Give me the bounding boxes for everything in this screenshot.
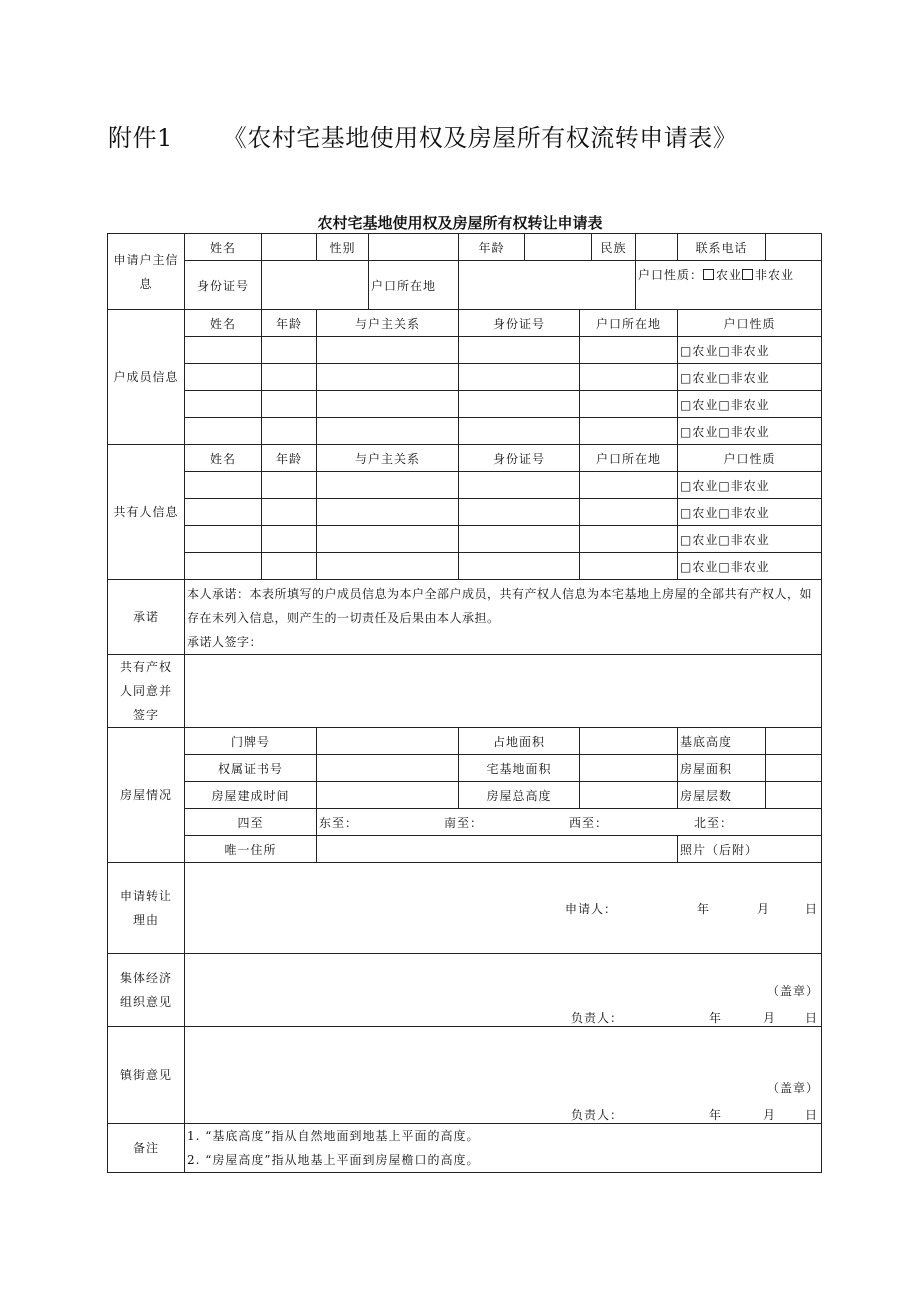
member-relation[interactable]: [317, 418, 459, 445]
agri-checkbox[interactable]: [703, 269, 714, 280]
build-time-label: 房屋建成时间: [185, 782, 317, 809]
commitment-section-label: 承诺: [108, 580, 185, 655]
remark-item: 1. “基底高度”指从自然地面到地基上平面的高度。: [187, 1129, 480, 1143]
member-name[interactable]: [185, 337, 262, 364]
form-title: 农村宅基地使用权及房屋所有权转让申请表: [317, 214, 603, 232]
coowner-nature[interactable]: □农业□非农业: [678, 526, 822, 553]
collective-day: 日: [805, 1011, 819, 1025]
member-row: [108, 337, 822, 364]
collective-seal: （盖章）: [767, 984, 820, 998]
cert-no-label: 权属证书号: [185, 755, 317, 782]
homestead-area-field[interactable]: [580, 755, 678, 782]
coowner-name[interactable]: [185, 526, 262, 553]
reason-day: 日: [805, 901, 819, 916]
cert-no-field[interactable]: [317, 755, 459, 782]
members-header-relation: 与户主关系: [317, 310, 459, 337]
member-name[interactable]: [185, 391, 262, 418]
coowner-row: [108, 499, 822, 526]
house-section-label: 房屋情况: [108, 728, 185, 863]
commitment-row: [108, 580, 822, 655]
gender-label: 性别: [317, 234, 369, 261]
age-label: 年龄: [459, 234, 525, 261]
north-label: 北至：: [694, 815, 734, 830]
members-header-age: 年龄: [262, 310, 317, 337]
coowners-header-relation: 与户主关系: [317, 445, 459, 472]
collective-responsible-label: 负责人：: [571, 1011, 624, 1025]
reason-month: 月: [757, 901, 771, 916]
coowner-name[interactable]: [185, 499, 262, 526]
applicant-row-2: [108, 261, 822, 310]
base-height-field[interactable]: [766, 728, 822, 755]
member-name[interactable]: [185, 418, 262, 445]
coowner-hukou[interactable]: [580, 472, 678, 499]
member-hukou[interactable]: [580, 364, 678, 391]
coowners-header-age: 年龄: [262, 445, 317, 472]
coowner-relation[interactable]: [317, 472, 459, 499]
coowners-section-label: 共有人信息: [108, 445, 185, 580]
coowners-header-name: 姓名: [185, 445, 262, 472]
town-year: 年: [709, 1108, 723, 1122]
reason-row: [108, 863, 822, 954]
member-relation[interactable]: [317, 364, 459, 391]
west-label: 西至：: [569, 815, 609, 830]
town-day: 日: [805, 1108, 819, 1122]
coowner-id[interactable]: [459, 553, 580, 580]
commitment-text: 本人承诺：本表所填写的户成员信息为本户全部户成员，共有产权人信息为本宅基地上房屋的全部共有产权人，如存在未列入信息，则产生的一切责任及后果由本人承担。: [187, 587, 813, 625]
coowners-header-row: [108, 445, 822, 472]
floors-field[interactable]: [766, 782, 822, 809]
door-no-field[interactable]: [317, 728, 459, 755]
coowner-id[interactable]: [459, 499, 580, 526]
town-month: 月: [763, 1108, 777, 1122]
commitment-signer: 承诺人签字：: [187, 635, 263, 649]
build-time-field[interactable]: [317, 782, 459, 809]
house-area-label: 房屋面积: [678, 755, 766, 782]
consent-signature-area[interactable]: [185, 655, 822, 728]
town-row: [108, 1027, 822, 1124]
member-id[interactable]: [459, 418, 580, 445]
coowner-nature[interactable]: □农业□非农业: [678, 472, 822, 499]
members-section-label: 户成员信息: [108, 310, 185, 445]
coowner-hukou[interactable]: [580, 526, 678, 553]
member-row: [108, 418, 822, 445]
member-hukou[interactable]: [580, 391, 678, 418]
coowner-age[interactable]: [262, 499, 317, 526]
house-area-field[interactable]: [766, 755, 822, 782]
remarks-section-label: 备注: [108, 1124, 185, 1173]
floors-label: 房屋层数: [678, 782, 766, 809]
member-id[interactable]: [459, 391, 580, 418]
applicant-row-1: [108, 234, 822, 261]
house-row-3: [108, 782, 822, 809]
consent-row: [108, 655, 822, 728]
attachment-name: 《农村宅基地使用权及房屋所有权流转申请表》: [222, 124, 738, 152]
member-id[interactable]: [459, 337, 580, 364]
town-responsible-label: 负责人：: [571, 1108, 624, 1122]
total-height-label: 房屋总高度: [459, 782, 580, 809]
member-relation[interactable]: [317, 337, 459, 364]
member-nature[interactable]: □农业□非农业: [678, 391, 822, 418]
coowner-id[interactable]: [459, 472, 580, 499]
reason-cell[interactable]: [185, 863, 822, 954]
ethnicity-field[interactable]: [636, 234, 678, 261]
coowner-id[interactable]: [459, 526, 580, 553]
member-id[interactable]: [459, 364, 580, 391]
base-height-label: 基底高度: [678, 728, 766, 755]
photo-label: 照片（后附）: [678, 836, 822, 863]
boundaries-cell: [317, 809, 822, 836]
age-field[interactable]: [525, 234, 592, 261]
coowner-hukou[interactable]: [580, 553, 678, 580]
name-field[interactable]: [262, 234, 317, 261]
only-home-label: 唯一住所: [185, 836, 317, 863]
south-label: 南至：: [444, 815, 484, 830]
application-form: [107, 233, 822, 1173]
coowner-age[interactable]: [262, 472, 317, 499]
member-age[interactable]: [262, 337, 317, 364]
member-name[interactable]: [185, 364, 262, 391]
house-row-1: [108, 728, 822, 755]
members-header-id: 身份证号: [459, 310, 580, 337]
agri-option: 农业: [716, 268, 743, 282]
coowners-header-hukou: 户口所在地: [580, 445, 678, 472]
id-label: 身份证号: [185, 261, 262, 310]
town-cell[interactable]: [185, 1027, 822, 1124]
coowner-age[interactable]: [262, 526, 317, 553]
coowner-row: [108, 526, 822, 553]
east-label: 东至：: [319, 815, 359, 830]
reason-section-label: 申请转让理由: [108, 863, 185, 954]
phone-field[interactable]: [766, 234, 822, 261]
members-header-row: [108, 310, 822, 337]
house-row-2: [108, 755, 822, 782]
commitment-cell: [185, 580, 822, 655]
member-age[interactable]: [262, 391, 317, 418]
hukou-field[interactable]: [459, 261, 636, 310]
remarks-row: [108, 1124, 822, 1173]
members-header-name: 姓名: [185, 310, 262, 337]
hukou-label: 户口所在地: [369, 261, 459, 310]
members-header-nature: 户口性质: [678, 310, 822, 337]
coowner-name[interactable]: [185, 472, 262, 499]
gender-field[interactable]: [369, 234, 459, 261]
house-row-5: [108, 836, 822, 863]
coowner-nature[interactable]: □农业□非农业: [678, 553, 822, 580]
coowner-relation[interactable]: [317, 553, 459, 580]
member-relation[interactable]: [317, 391, 459, 418]
land-area-label: 占地面积: [459, 728, 580, 755]
collective-year: 年: [709, 1011, 723, 1025]
town-section-label: 镇街意见: [108, 1027, 185, 1124]
homestead-area-label: 宅基地面积: [459, 755, 580, 782]
collective-row: [108, 954, 822, 1027]
ethnicity-label: 民族: [592, 234, 636, 261]
member-age[interactable]: [262, 418, 317, 445]
door-no-label: 门牌号: [185, 728, 317, 755]
coowner-row: [108, 472, 822, 499]
only-home-field[interactable]: [317, 836, 678, 863]
house-row-4: [108, 809, 822, 836]
collective-month: 月: [763, 1011, 777, 1025]
coowners-header-id: 身份证号: [459, 445, 580, 472]
applicant-section-label: 申请户主信息: [108, 234, 185, 310]
member-nature[interactable]: □农业□非农业: [678, 418, 822, 445]
member-age[interactable]: [262, 364, 317, 391]
coowner-relation[interactable]: [317, 499, 459, 526]
remarks-cell: [185, 1124, 822, 1173]
consent-section-label: 共有产权人同意并签字: [108, 655, 185, 728]
reason-applicant-label: 申请人：: [565, 901, 618, 916]
member-hukou[interactable]: [580, 337, 678, 364]
phone-label: 联系电话: [678, 234, 766, 261]
town-seal: （盖章）: [767, 1081, 820, 1095]
hukou-nature-cell: [636, 261, 822, 310]
total-height-field[interactable]: [580, 782, 678, 809]
coowner-hukou[interactable]: [580, 499, 678, 526]
attachment-number: 附件1: [108, 124, 173, 152]
nonagri-option: 非农业: [755, 268, 795, 282]
coowners-header-nature: 户口性质: [678, 445, 822, 472]
coowner-nature[interactable]: □农业□非农业: [678, 499, 822, 526]
nonagri-checkbox[interactable]: [742, 269, 753, 280]
coowner-relation[interactable]: [317, 526, 459, 553]
attachment-title: [108, 118, 737, 153]
hukou-nature-label: 户口性质：: [638, 268, 704, 282]
collective-section-label: 集体经济组织意见: [108, 954, 185, 1027]
member-hukou[interactable]: [580, 418, 678, 445]
coowner-row: [108, 553, 822, 580]
coowner-name[interactable]: [185, 553, 262, 580]
member-nature[interactable]: □农业□非农业: [678, 337, 822, 364]
member-row: [108, 391, 822, 418]
member-row: [108, 364, 822, 391]
name-label: 姓名: [185, 234, 262, 261]
remark-item: 2. “房屋高度”指从地基上平面到房屋檐口的高度。: [187, 1153, 480, 1167]
boundaries-label: 四至: [185, 809, 317, 836]
member-nature[interactable]: □农业□非农业: [678, 364, 822, 391]
land-area-field[interactable]: [580, 728, 678, 755]
coowner-age[interactable]: [262, 553, 317, 580]
reason-year: 年: [697, 901, 711, 916]
collective-cell[interactable]: [185, 954, 822, 1027]
id-field[interactable]: [262, 261, 369, 310]
members-header-hukou: 户口所在地: [580, 310, 678, 337]
